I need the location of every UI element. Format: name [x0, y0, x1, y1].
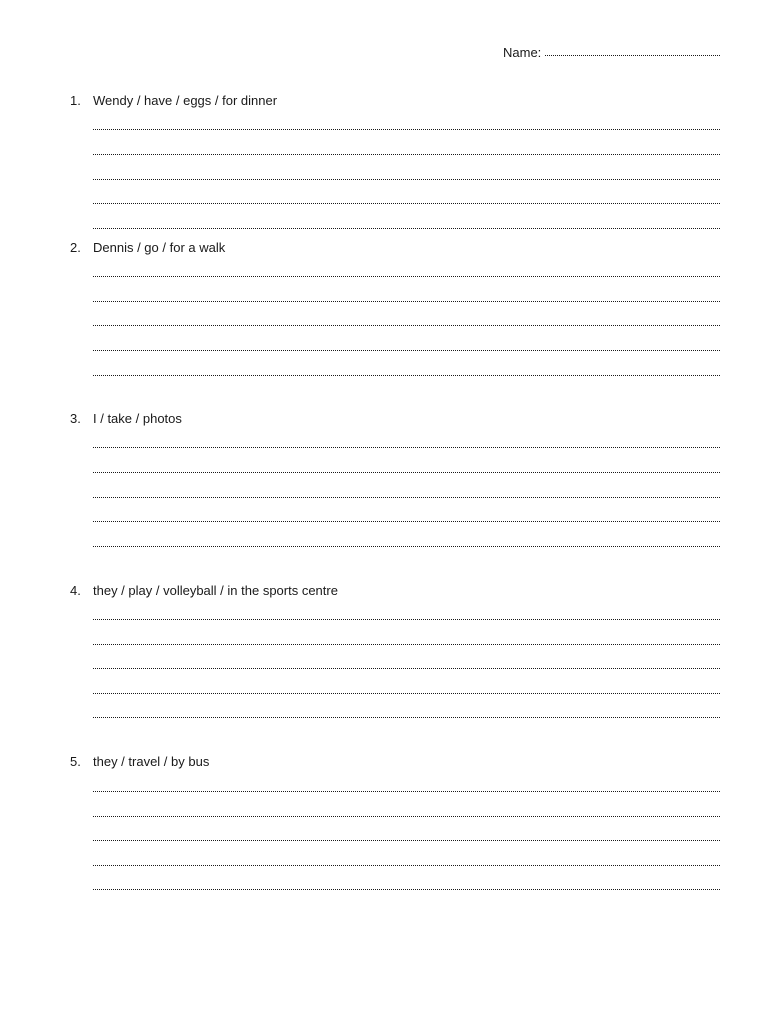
answer-line[interactable]	[93, 889, 720, 890]
name-label: Name:	[503, 45, 542, 60]
answer-line[interactable]	[93, 154, 720, 155]
question-prompt: they / play / volleyball / in the sports centre	[93, 583, 338, 598]
answer-line[interactable]	[93, 129, 720, 130]
answer-line[interactable]	[93, 350, 720, 351]
question-number: 4.	[70, 583, 81, 598]
answer-line[interactable]	[93, 375, 720, 376]
question-number: 2.	[70, 240, 81, 255]
answer-line[interactable]	[93, 447, 720, 448]
question-number: 5.	[70, 754, 81, 769]
answer-line[interactable]	[93, 644, 720, 645]
answer-line[interactable]	[93, 325, 720, 326]
answer-line[interactable]	[93, 816, 720, 817]
answer-line[interactable]	[93, 619, 720, 620]
question-prompt: they / travel / by bus	[93, 754, 210, 769]
answer-line[interactable]	[93, 865, 720, 866]
question-prompt: Dennis / go / for a walk	[93, 240, 226, 255]
answer-line[interactable]	[93, 472, 720, 473]
answer-line[interactable]	[93, 668, 720, 669]
answer-line[interactable]	[93, 840, 720, 841]
answer-line[interactable]	[93, 546, 720, 547]
name-blank-line[interactable]	[545, 42, 720, 56]
question-number: 3.	[70, 411, 81, 426]
answer-line[interactable]	[93, 301, 720, 302]
answer-line[interactable]	[93, 203, 720, 204]
answer-line[interactable]	[93, 276, 720, 277]
answer-line[interactable]	[93, 497, 720, 498]
answer-line[interactable]	[93, 717, 720, 718]
question-prompt: Wendy / have / eggs / for dinner	[93, 93, 278, 108]
answer-line[interactable]	[93, 228, 720, 229]
question-number: 1.	[70, 93, 81, 108]
answer-line[interactable]	[93, 179, 720, 180]
name-field	[503, 43, 720, 60]
answer-line[interactable]	[93, 521, 720, 522]
answer-line[interactable]	[93, 791, 720, 792]
answer-line[interactable]	[93, 693, 720, 694]
question-prompt: I / take / photos	[93, 411, 182, 426]
